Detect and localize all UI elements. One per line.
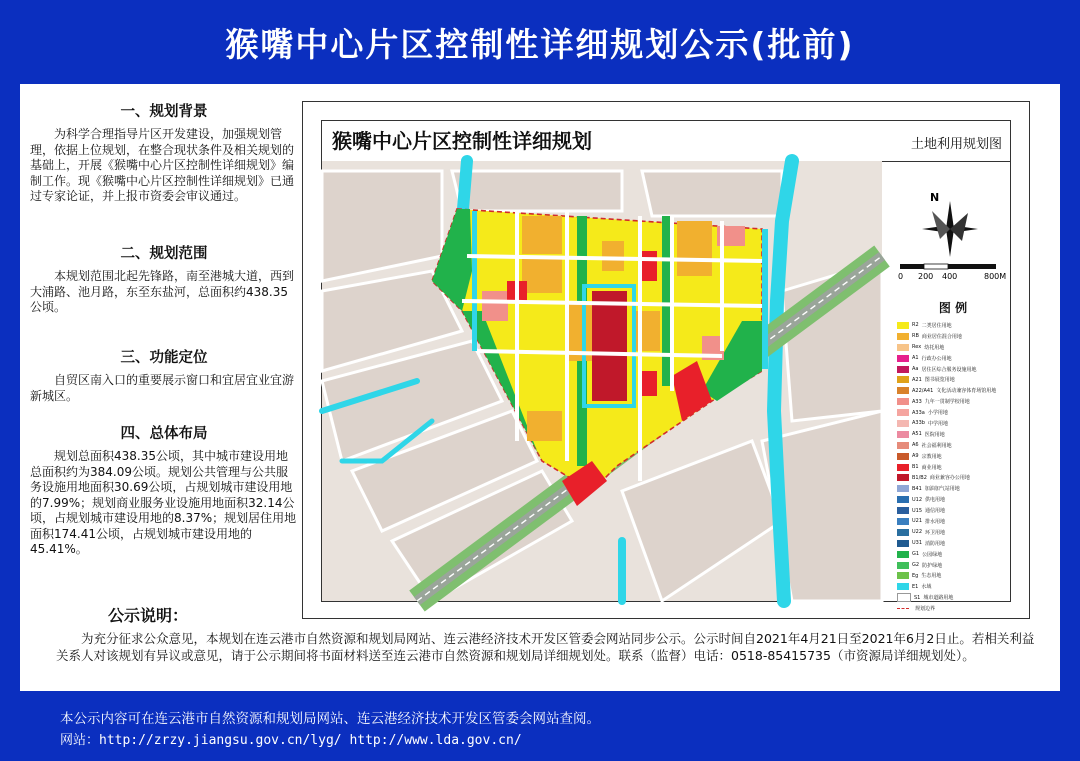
legend-item: [897, 440, 1009, 451]
section-text: 规划总面积438.35公顷，其中城市建设用地总面积约为384.09公顷。规划公共管理与公共服务设施用地面积30.69公顷，占规划城市建设用地的7.99%；规划商业服务业设施用地面积32.14公顷，占规划城市建设用地的8.37%；规划居住用地面积174.41公顷，占规划城市建设用地的45.41%。: [30, 449, 297, 556]
legend-code: U15: [912, 507, 923, 514]
legend-label: 小学用地: [927, 410, 948, 417]
section-heading: 四、总体布局: [120, 426, 208, 442]
section-heading: 三、功能定位: [120, 350, 208, 366]
legend-swatch: [897, 409, 909, 416]
legend-code: A33b: [912, 420, 925, 427]
legend-item: [897, 549, 1009, 560]
legend-label: 水域: [921, 584, 932, 591]
north-label: N: [930, 191, 940, 204]
legend-code: A21: [912, 376, 922, 383]
legend-code: RB: [912, 333, 919, 340]
legend-item: [897, 462, 1009, 473]
legend-swatch: [897, 431, 909, 438]
legend-swatch: [897, 376, 909, 383]
legend-label: 环卫用地: [925, 529, 946, 536]
scale-tick: 400: [942, 272, 958, 281]
legend-item: [897, 581, 1009, 592]
legend-label: 生态用地: [921, 573, 942, 580]
left-column: [20, 84, 310, 604]
legend-swatch: [897, 355, 909, 362]
legend-item: [897, 374, 1009, 385]
section-background: [30, 100, 298, 205]
notice-text: 为充分征求公众意见，本规划在连云港市自然资源和规划局网站、连云港经济技术开发区管委会网站同步公示。公示时间自2021年4月21日至2021年6月2日止。若相关利益关系人对该规划有异议或意见，请于公示期间将书面材料送至连云港市自然资源和规划局详细规划处。联系（监督）电话：0518-85415735（市资源局详细规划处）。: [56, 631, 1035, 663]
map-legend: [897, 299, 1009, 649]
legend-list: [897, 320, 1009, 614]
section-text: 自贸区南入口的重要展示窗口和宜居宜业宜游新城区。: [30, 373, 295, 403]
legend-item: [897, 516, 1009, 527]
legend-swatch: [897, 387, 909, 394]
legend-label: 加油加气站用地: [924, 486, 960, 493]
legend-item: [897, 592, 1009, 603]
legend-item: [897, 418, 1009, 429]
legend-title: 图 例: [938, 301, 968, 315]
title-bar: [0, 0, 1080, 84]
legend-item: [897, 331, 1009, 342]
legend-code: U21: [912, 518, 923, 525]
legend-swatch: [897, 562, 909, 569]
legend-swatch: [897, 420, 909, 427]
legend-label: 商业用地: [921, 464, 942, 471]
legend-item: [897, 342, 1009, 353]
legend-swatch: [897, 344, 909, 351]
map-title: 猴嘴中心片区控制性详细规划: [332, 129, 592, 153]
legend-code: S1: [914, 594, 921, 601]
legend-swatch: [897, 540, 909, 547]
legend-item: [897, 560, 1009, 571]
legend-swatch: [897, 608, 909, 609]
legend-swatch: [897, 572, 909, 579]
legend-swatch: [897, 529, 909, 536]
legend-label: 消防用地: [925, 540, 946, 547]
footer-websites[interactable]: 网站：http://zrzy.jiangsu.gov.cn/lyg/ http://www.lda.gov.cn/: [60, 733, 522, 748]
scale-tick: 0: [898, 272, 904, 281]
legend-label: 图书展览用地: [924, 377, 955, 384]
legend-item: [897, 407, 1009, 418]
legend-code: A33a: [912, 409, 925, 416]
legend-swatch: [897, 322, 909, 329]
legend-swatch: [897, 333, 909, 340]
legend-code: B1: [912, 464, 919, 471]
legend-label: 宗教用地: [921, 453, 942, 460]
legend-code: G1: [912, 551, 920, 558]
legend-label: 医院用地: [924, 431, 945, 438]
section-text: 本规划范围北起先锋路，南至港城大道，西到大浦路、池月路，东至东盐河，总面积约438.35公顷。: [30, 269, 295, 314]
north-arrow: [920, 193, 980, 253]
legend-item: [897, 429, 1009, 440]
legend-label: 规划边界: [915, 606, 936, 613]
legend-swatch: [897, 583, 909, 590]
map-header: [322, 121, 1010, 162]
legend-code: R2: [912, 322, 919, 329]
legend-item: [897, 353, 1009, 364]
legend-item: [897, 505, 1009, 516]
legend-code: A9: [912, 453, 919, 460]
legend-code: Aa: [912, 366, 919, 372]
map-panel[interactable]: [321, 120, 1011, 613]
legend-label: 幼托用地: [924, 344, 945, 351]
legend-label: 商业兼容办公用地: [929, 475, 970, 482]
legend-item: [897, 603, 1009, 614]
legend-swatch: [897, 496, 909, 503]
legend-label: 九年一贯制学校用地: [924, 399, 970, 406]
legend-label: 城市道路用地: [923, 595, 954, 602]
legend-swatch: [897, 442, 909, 449]
section-layout: [30, 422, 298, 558]
legend-label: 通信用地: [925, 508, 946, 515]
legend-item: [897, 494, 1009, 505]
legend-item: [897, 451, 1009, 462]
section-scope: [30, 242, 298, 316]
legend-item: [897, 527, 1009, 538]
legend-swatch: [897, 464, 909, 471]
map-subtitle: 土地利用规划图: [910, 137, 1002, 152]
legend-swatch: [897, 398, 909, 405]
section-heading: 二、规划范围: [120, 246, 208, 262]
legend-code: B41: [912, 485, 922, 492]
legend-code: E1: [912, 583, 919, 590]
legend-swatch: [897, 551, 909, 558]
legend-code: U12: [912, 496, 923, 503]
legend-label: 供电用地: [925, 497, 946, 504]
legend-label: 文化活动兼容体育场馆用地: [936, 388, 997, 395]
legend-code: U31: [912, 540, 923, 547]
legend-swatch: [897, 474, 909, 481]
legend-label: 商业居住混合用地: [921, 333, 962, 340]
section-heading: 一、规划背景: [120, 104, 208, 120]
legend-item: [897, 483, 1009, 494]
legend-label: 公园绿地: [922, 551, 943, 558]
section-positioning: [30, 346, 298, 404]
legend-swatch: [897, 593, 911, 602]
legend-code: A22/A41: [912, 387, 934, 394]
legend-label: 社会福利用地: [921, 442, 952, 449]
poster-title: 猴嘴中心片区控制性详细规划公示(批前): [225, 24, 855, 64]
legend-swatch: [897, 485, 909, 492]
legend-item: [897, 320, 1009, 331]
legend-item: [897, 472, 1009, 483]
legend-code: B1/B2: [912, 474, 927, 481]
legend-code: U22: [912, 529, 923, 536]
legend-label: 二类居住用地: [921, 322, 952, 329]
content-panel: [20, 84, 1060, 691]
legend-item: [897, 538, 1009, 549]
legend-code: G2: [912, 562, 920, 569]
notice-heading: 公示说明：: [108, 606, 189, 625]
legend-label: 防护绿地: [922, 562, 943, 569]
legend-label: 行政办公用地: [921, 355, 952, 362]
scale-tick: 800M: [984, 272, 1007, 281]
legend-label: 排水用地: [925, 518, 946, 525]
footer-line-1: 本公示内容可在连云港市自然资源和规划局网站、连云港经济技术开发区管委会网站查阅。: [60, 711, 600, 727]
legend-item: [897, 364, 1009, 375]
legend-code: Eg: [912, 572, 919, 579]
section-text: 为科学合理指导片区开发建设，加强规划管理，依据上位规划，在整合现状条件及相关规划的基础上，开展《猴嘴中心片区控制性详细规划》编制工作。现《猴嘴中心片区控制性详细规划》已通过专家论证，并上报市资委会审议通过。: [30, 127, 295, 203]
legend-item: [897, 396, 1009, 407]
legend-label: 中学用地: [927, 420, 948, 427]
legend-code: A6: [912, 442, 919, 449]
legend-swatch: [897, 453, 909, 460]
legend-swatch: [897, 366, 909, 373]
legend-item: [897, 570, 1009, 581]
legend-swatch: [897, 518, 909, 525]
legend-swatch: [897, 507, 909, 514]
legend-label: 居住区综合服务设施用地: [921, 366, 977, 373]
legend-code: A1: [912, 355, 919, 362]
land-use-map: [322, 161, 882, 601]
map-board: [302, 101, 1030, 619]
legend-code: Rex: [912, 344, 922, 351]
legend-code: A51: [912, 431, 922, 438]
legend-item: [897, 385, 1009, 396]
scale-bar: [892, 263, 1008, 285]
scale-tick: 200: [918, 272, 934, 281]
footer: [0, 691, 1080, 761]
legend-code: A33: [912, 398, 922, 405]
